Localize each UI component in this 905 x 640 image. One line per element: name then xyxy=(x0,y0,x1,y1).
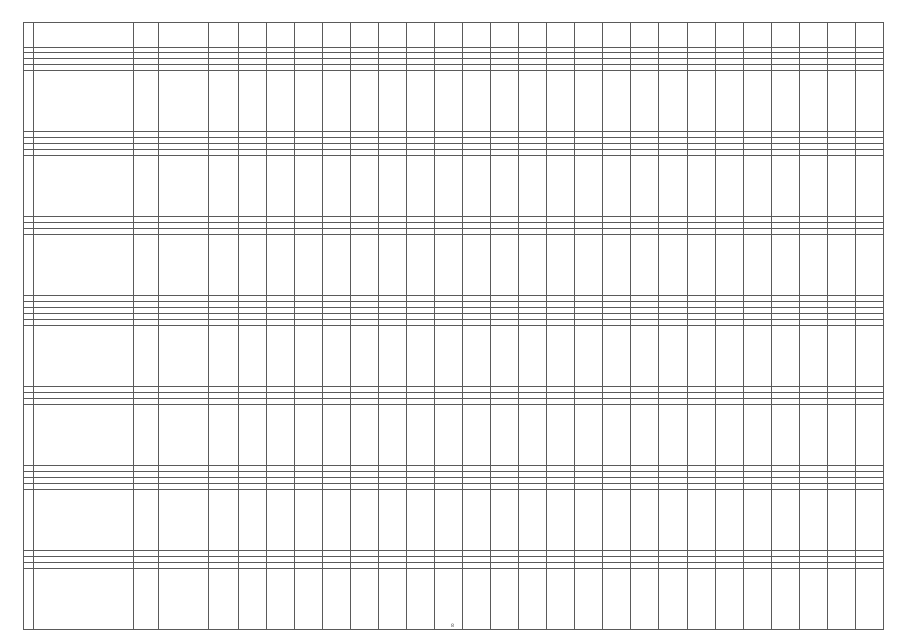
table-cell xyxy=(491,71,519,132)
table-cell xyxy=(34,156,134,217)
table-cell xyxy=(351,326,379,387)
table-cell xyxy=(159,23,209,48)
data-table xyxy=(23,22,884,630)
table-cell xyxy=(855,71,883,132)
table-cell xyxy=(463,405,491,466)
table-cell xyxy=(603,405,631,466)
table-cell xyxy=(715,23,743,48)
table-cell xyxy=(209,71,239,132)
table-cell xyxy=(407,569,435,630)
table-cell xyxy=(295,235,323,296)
table-cell xyxy=(24,326,34,387)
table-cell xyxy=(323,326,351,387)
table-cell xyxy=(491,405,519,466)
table-cell xyxy=(239,23,267,48)
table-row xyxy=(24,71,884,132)
table-cell xyxy=(687,569,715,630)
table-cell xyxy=(659,156,687,217)
table-cell xyxy=(631,490,659,551)
table-cell xyxy=(209,569,239,630)
table-cell xyxy=(715,490,743,551)
table-cell xyxy=(463,569,491,630)
table-cell xyxy=(771,569,799,630)
table-cell xyxy=(407,235,435,296)
table-cell xyxy=(491,235,519,296)
table-cell xyxy=(827,71,855,132)
table-row xyxy=(24,235,884,296)
table-cell xyxy=(463,71,491,132)
table-cell xyxy=(407,71,435,132)
table-cell xyxy=(771,23,799,48)
table-cell xyxy=(715,235,743,296)
table-cell xyxy=(659,405,687,466)
table-cell xyxy=(687,326,715,387)
table-cell xyxy=(159,156,209,217)
table-cell xyxy=(827,405,855,466)
table-cell xyxy=(659,235,687,296)
table-cell xyxy=(631,326,659,387)
table-cell xyxy=(855,326,883,387)
table-cell xyxy=(267,569,295,630)
table-cell xyxy=(323,569,351,630)
table-cell xyxy=(547,405,575,466)
table-cell xyxy=(771,71,799,132)
table-cell xyxy=(295,405,323,466)
table-cell xyxy=(34,235,134,296)
table-cell xyxy=(743,405,771,466)
table-row xyxy=(24,156,884,217)
table-cell xyxy=(715,569,743,630)
table-cell xyxy=(407,490,435,551)
table-cell xyxy=(519,71,547,132)
table-cell xyxy=(491,23,519,48)
table-cell xyxy=(659,490,687,551)
table-cell xyxy=(855,490,883,551)
table-cell xyxy=(519,569,547,630)
table-cell xyxy=(209,23,239,48)
table-cell xyxy=(827,23,855,48)
table-cell xyxy=(827,490,855,551)
table-cell xyxy=(603,71,631,132)
table-cell xyxy=(771,235,799,296)
table-cell xyxy=(743,23,771,48)
table-cell xyxy=(407,23,435,48)
table-cell xyxy=(575,569,603,630)
table-cell xyxy=(687,405,715,466)
table-cell xyxy=(547,23,575,48)
table-cell xyxy=(491,326,519,387)
table-cell xyxy=(239,71,267,132)
table-cell xyxy=(547,326,575,387)
table-cell xyxy=(323,156,351,217)
table-row xyxy=(24,490,884,551)
table-cell xyxy=(631,569,659,630)
table-cell xyxy=(687,71,715,132)
table-cell xyxy=(134,71,159,132)
table-cell xyxy=(771,490,799,551)
table-cell xyxy=(603,235,631,296)
table-cell xyxy=(799,235,827,296)
table-cell xyxy=(323,71,351,132)
table-cell xyxy=(379,569,407,630)
table-cell xyxy=(659,326,687,387)
table-cell xyxy=(715,326,743,387)
table-cell xyxy=(295,71,323,132)
table-cell xyxy=(239,156,267,217)
table-cell xyxy=(631,156,659,217)
table-cell xyxy=(715,405,743,466)
table-cell xyxy=(435,156,463,217)
table-cell xyxy=(519,156,547,217)
table-cell xyxy=(491,156,519,217)
table-cell xyxy=(159,235,209,296)
budget-program-table xyxy=(23,22,883,622)
table-cell xyxy=(407,405,435,466)
table-cell xyxy=(547,490,575,551)
table-cell xyxy=(351,569,379,630)
table-cell xyxy=(463,326,491,387)
page-number: 8 xyxy=(451,624,454,629)
table-cell xyxy=(295,490,323,551)
table-cell xyxy=(134,490,159,551)
table-cell xyxy=(575,23,603,48)
table-cell xyxy=(827,569,855,630)
table-cell xyxy=(799,71,827,132)
table-cell xyxy=(267,235,295,296)
table-cell xyxy=(295,23,323,48)
table-cell xyxy=(239,235,267,296)
table-cell xyxy=(267,405,295,466)
table-cell xyxy=(239,569,267,630)
table-cell xyxy=(687,235,715,296)
table-cell xyxy=(379,405,407,466)
table-cell xyxy=(24,235,34,296)
table-cell xyxy=(855,235,883,296)
table-cell xyxy=(134,569,159,630)
table-cell xyxy=(267,71,295,132)
table-cell xyxy=(379,23,407,48)
table-cell xyxy=(771,156,799,217)
table-cell xyxy=(547,235,575,296)
table-cell xyxy=(435,71,463,132)
table-cell xyxy=(463,490,491,551)
table-cell xyxy=(159,405,209,466)
table-row xyxy=(24,405,884,466)
table-cell xyxy=(435,235,463,296)
table-cell xyxy=(687,156,715,217)
table-cell xyxy=(379,156,407,217)
table-cell xyxy=(855,23,883,48)
table-cell xyxy=(159,569,209,630)
table-cell xyxy=(603,326,631,387)
table-cell xyxy=(267,23,295,48)
table-cell xyxy=(575,326,603,387)
table-cell xyxy=(34,405,134,466)
table-cell xyxy=(34,490,134,551)
table-cell xyxy=(771,405,799,466)
table-cell xyxy=(827,235,855,296)
table-cell xyxy=(159,71,209,132)
table-cell xyxy=(855,156,883,217)
table-cell xyxy=(209,156,239,217)
table-cell xyxy=(379,326,407,387)
table-cell xyxy=(351,405,379,466)
table-cell xyxy=(855,569,883,630)
table-cell xyxy=(323,405,351,466)
table-cell xyxy=(435,23,463,48)
table-cell xyxy=(209,490,239,551)
table-cell xyxy=(827,326,855,387)
table-cell xyxy=(407,156,435,217)
table-cell xyxy=(24,71,34,132)
table-cell xyxy=(239,490,267,551)
table-cell xyxy=(715,71,743,132)
table-cell xyxy=(575,405,603,466)
table-cell xyxy=(659,569,687,630)
table-cell xyxy=(323,490,351,551)
table-cell xyxy=(24,490,34,551)
table-cell xyxy=(159,326,209,387)
table-cell xyxy=(743,71,771,132)
table-cell xyxy=(295,156,323,217)
table-cell xyxy=(379,490,407,551)
table-cell xyxy=(519,326,547,387)
table-cell xyxy=(209,235,239,296)
table-cell xyxy=(435,569,463,630)
table-cell xyxy=(799,405,827,466)
table-cell xyxy=(743,569,771,630)
table-cell xyxy=(134,156,159,217)
table-cell xyxy=(134,326,159,387)
table-cell xyxy=(463,235,491,296)
table-cell xyxy=(799,156,827,217)
table-cell xyxy=(687,490,715,551)
table-cell xyxy=(519,235,547,296)
table-cell xyxy=(799,490,827,551)
table-cell xyxy=(519,405,547,466)
table-cell xyxy=(239,326,267,387)
table-cell xyxy=(799,569,827,630)
table-cell xyxy=(547,71,575,132)
table-cell xyxy=(379,235,407,296)
table-cell xyxy=(159,490,209,551)
table-cell xyxy=(603,490,631,551)
table-row xyxy=(24,569,884,630)
table-cell xyxy=(547,156,575,217)
table-cell xyxy=(323,23,351,48)
table-cell xyxy=(799,326,827,387)
table-cell xyxy=(267,490,295,551)
table-cell xyxy=(575,235,603,296)
table-cell xyxy=(34,23,134,48)
table-cell xyxy=(547,569,575,630)
table-cell xyxy=(659,23,687,48)
table-cell xyxy=(295,326,323,387)
table-cell xyxy=(743,326,771,387)
table-cell xyxy=(827,156,855,217)
table-cell xyxy=(209,405,239,466)
table-cell xyxy=(24,23,34,48)
table-cell xyxy=(771,326,799,387)
table-cell xyxy=(687,23,715,48)
table-cell xyxy=(855,405,883,466)
table-cell xyxy=(351,490,379,551)
table-cell xyxy=(351,156,379,217)
table-cell xyxy=(463,156,491,217)
table-cell xyxy=(267,326,295,387)
table-cell xyxy=(715,156,743,217)
table-cell xyxy=(24,156,34,217)
table-cell xyxy=(491,490,519,551)
table-cell xyxy=(351,235,379,296)
table-cell xyxy=(134,235,159,296)
table-cell xyxy=(435,490,463,551)
table-cell xyxy=(603,23,631,48)
table-cell xyxy=(519,23,547,48)
table-cell xyxy=(34,569,134,630)
table-cell xyxy=(134,23,159,48)
table-cell xyxy=(631,235,659,296)
table-cell xyxy=(34,71,134,132)
table-cell xyxy=(743,490,771,551)
table-cell xyxy=(351,71,379,132)
table-cell xyxy=(267,156,295,217)
table-cell xyxy=(491,569,519,630)
table-cell xyxy=(24,569,34,630)
table-cell xyxy=(743,235,771,296)
table-cell xyxy=(603,569,631,630)
table-cell xyxy=(463,23,491,48)
table-cell xyxy=(631,71,659,132)
table-cell xyxy=(407,326,435,387)
table-cell xyxy=(379,71,407,132)
table-cell xyxy=(659,71,687,132)
table-cell xyxy=(519,490,547,551)
table-row xyxy=(24,326,884,387)
table-cell xyxy=(295,569,323,630)
table-cell xyxy=(743,156,771,217)
table-cell xyxy=(239,405,267,466)
table-cell xyxy=(323,235,351,296)
table-cell xyxy=(631,405,659,466)
table-cell xyxy=(351,23,379,48)
table-cell xyxy=(575,490,603,551)
table-cell xyxy=(435,326,463,387)
table-cell xyxy=(34,326,134,387)
header-row xyxy=(24,23,884,48)
table-cell xyxy=(603,156,631,217)
table-cell xyxy=(435,405,463,466)
table-cell xyxy=(134,405,159,466)
table-cell xyxy=(631,23,659,48)
table-cell xyxy=(575,71,603,132)
table-cell xyxy=(799,23,827,48)
table-cell xyxy=(209,326,239,387)
table-cell xyxy=(575,156,603,217)
table-cell xyxy=(24,405,34,466)
